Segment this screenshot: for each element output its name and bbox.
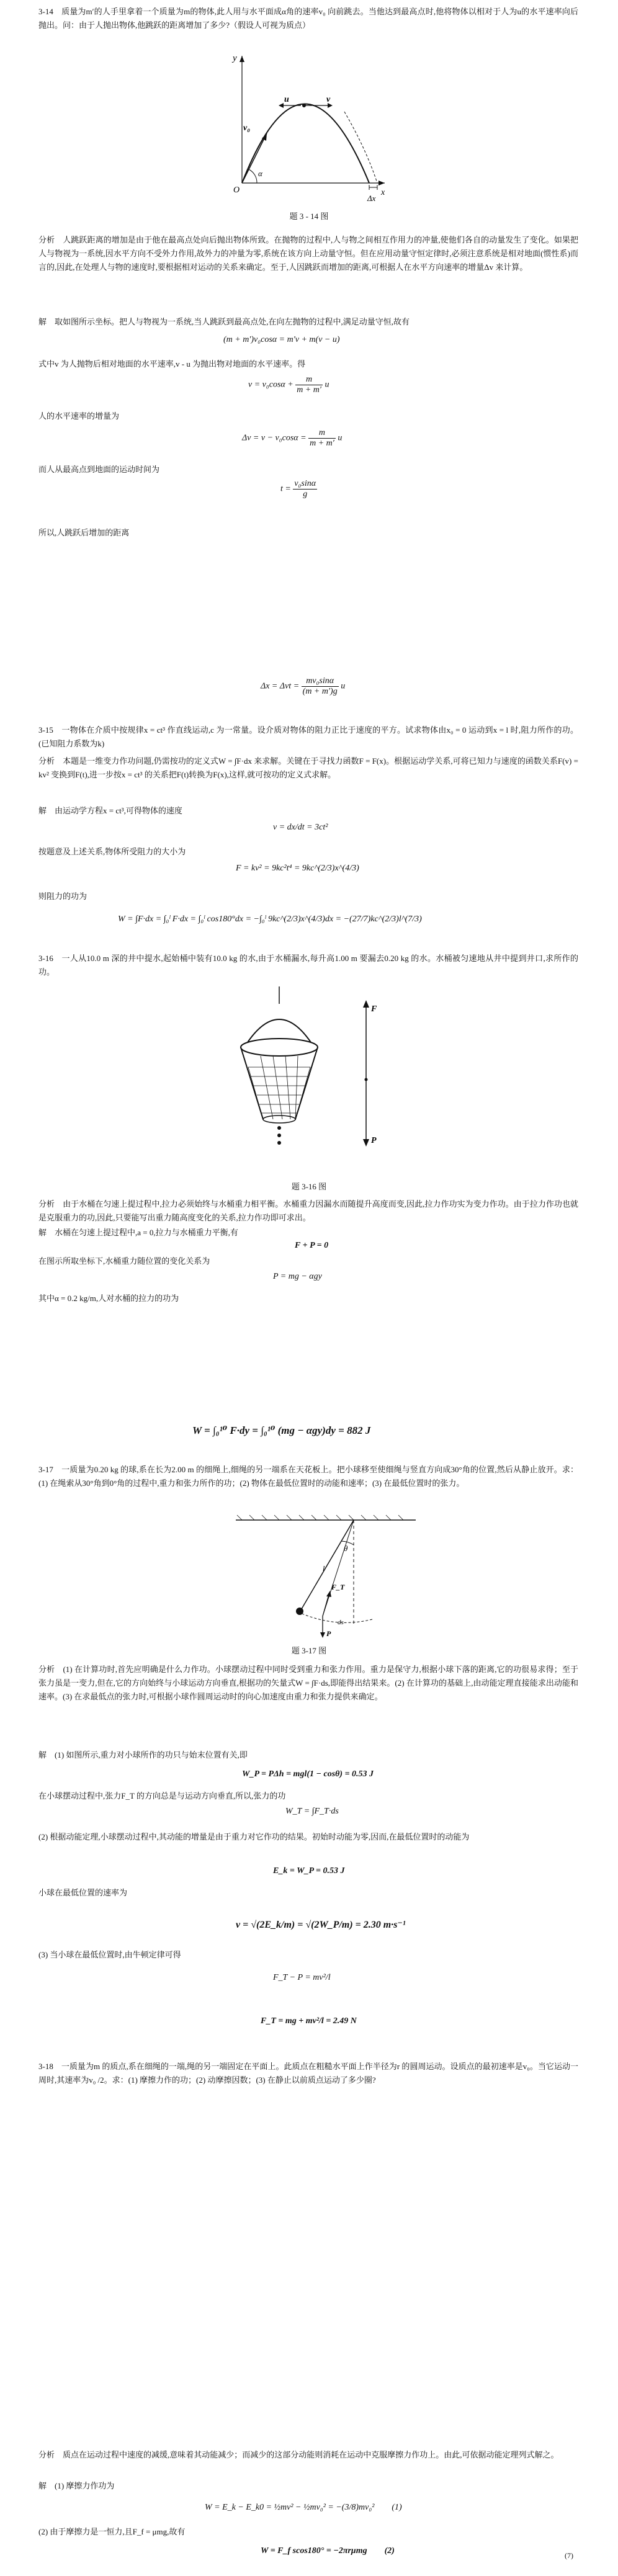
p16-eq1: F + P = 0 xyxy=(295,1241,329,1250)
p16-eq3: W = ∫₀¹⁰ F·dy = ∫₀¹⁰ (mg − αgy)dy = 882 J xyxy=(192,1424,371,1436)
page-number: (7) xyxy=(565,2551,573,2560)
p16-intro: 3-16 一人从10.0 m 深的井中提水,起始桶中装有10.0 kg 的水,由于水桶漏水,每升高1.00 m 要漏去0.20 kg 的水。水桶被匀速地从井中提到井口,求所作的功。 xyxy=(38,954,578,977)
p16-text-2: 在图示所取坐标下,水桶重力随位置的变化关系为 xyxy=(38,1256,210,1266)
label-O: O xyxy=(233,186,240,195)
p16-figure xyxy=(205,986,403,1160)
p16-text-3: 其中α = 0.2 kg/m,人对水桶的拉力的功为 xyxy=(38,1294,179,1303)
p18-intro: 3-18 一质量为m 的质点,系在细绳的一端,绳的另一端固定在平面上。此质点在粗糙水平面上作半径为r 的圆周运动。设质点的最初速率是v₀。当它运动一周时,其速率为v₀ /2。求：(1) 摩擦力作的功；(2) 动摩擦因数；(3) 在静止以前质点运动了多少圈? xyxy=(38,2062,578,2085)
p18-solution-1: 解 (1) 摩擦力作功为 xyxy=(38,2481,115,2490)
label-l: l xyxy=(323,1564,325,1573)
label-F: F xyxy=(371,1004,377,1014)
p14-eq3: Δv = v − v₀cosα = $\frac{m}{m + m'}$ u xyxy=(242,428,343,448)
p14-eq5: Δx = Δvt = $\frac{\text{mv₀sinα}}{(m + m')g}$ u xyxy=(261,676,346,696)
p16-caption: 题 3-16 图 xyxy=(291,1182,327,1191)
p15-analysis: 分析 本题是一维变力作功问题,仍需按功的定义式W = ∫F·dx 来求解。关键在于寻找力函数F = F(x)。根据运动学关系,可将已知力与速度的函数关系F(v) = kv² 变换到F(t),进一步按x = ct³ 的关系把F(t)转换为F(x),这样,就可按功的定义式求解。 xyxy=(38,756,578,779)
p17-text-5: (3) 当小球在最低位置时,由牛顿定律可得 xyxy=(38,1950,181,1959)
p15-eq3: W = ∫F·dx = ∫₀ˡ F·dx = ∫₀ˡ cos180°dx = −∫₀ˡ 9kc^(2/3)x^(4/3)dx = −(27/7)kc^(2/3)l^(7/3) xyxy=(118,915,422,924)
p14-solution-1: 解 取如图所示坐标。把人与物视为一系统,当人跳跃到最高点处,在向左抛物的过程中,满足动量守恒,故有 xyxy=(38,317,410,326)
label-alpha: α xyxy=(258,169,262,178)
p17-text-2: 在小球摆动过程中,张力F_T 的方向总是与运动方向垂直,所以,张力的功 xyxy=(38,1791,286,1800)
p17-eq6: F_T = mg + mv²/l = 2.49 N xyxy=(261,2016,357,2026)
bucket-body xyxy=(241,1047,318,1119)
p14-text-2: 式中v 为人抛物后相对地面的水平速率,v - u 为抛出物对地面的水平速率。得 xyxy=(38,359,306,369)
p17-eq2: W_T = ∫F_T·ds xyxy=(285,1807,339,1816)
p17-eq4: v = √(2E_k/m) = √(2W_P/m) = 2.30 m·s⁻¹ xyxy=(236,1920,406,1930)
p14-eq1: (m + m′)v₀cosα = m′v + m(v − u) xyxy=(223,335,340,344)
label-v: v xyxy=(326,95,331,104)
p18-eq2: W = F_f scos180° = −2πrμmg (2) xyxy=(261,2546,395,2556)
label-P17: P xyxy=(326,1629,331,1638)
label-P: P xyxy=(371,1136,377,1145)
label-x: x xyxy=(381,188,385,197)
p15-eq1: v = dx/dt = 3ct² xyxy=(273,823,328,832)
p14-text-3: 人的水平速率的增量为 xyxy=(38,411,120,421)
p17-eq5: F_T − P = mv²/l xyxy=(273,1973,331,1982)
p14-figure xyxy=(205,43,403,205)
label-v0: v₀ xyxy=(243,123,251,133)
p16-analysis: 分析 由于水桶在匀速上提过程中,拉力必须始终与水桶重力相平衡。水桶重力因漏水而随提升高度而变,因此,拉力作功实为变力作功。由于拉力作功也就是克服重力的功,因此,只要能写出重力随高度变化的关系,拉力作功即可求出。 xyxy=(38,1199,578,1222)
label-ds: ds xyxy=(338,1619,344,1626)
label-y: y xyxy=(233,53,237,63)
p17-text-3: (2) 根据动能定理,小球摆动过程中,其动能的增量是由于重力对它作功的结果。初始时动能为零,因而,在最低位置时的动能为 xyxy=(38,1832,470,1841)
p16-solution-1: 解 水桶在匀速上提过程中,a = 0,拉力与水桶重力平衡,有 xyxy=(38,1228,238,1237)
p17-caption: 题 3-17 图 xyxy=(291,1646,327,1655)
label-u: u xyxy=(284,95,289,104)
p17-eq1: W_P = PΔh = mgl(1 − cosθ) = 0.53 J xyxy=(242,1769,374,1779)
string xyxy=(301,1520,354,1610)
bucket-rim xyxy=(241,1039,318,1056)
label-FT: F_T xyxy=(331,1583,345,1591)
p16-eq2: P = mg − αgy xyxy=(273,1272,322,1281)
p14-caption: 题 3 - 14 图 xyxy=(289,212,329,221)
p15-text-3: 则阻力的功为 xyxy=(38,892,87,901)
v0-vector xyxy=(242,133,267,183)
p14-intro: 3-14 质量为m′的人手里拿着一个质量为m的物体,此人用与水平面成α角的速率v₀ 向前跳去。当他达到最高点时,他将物体以相对于人为u的水平速率向后抛出。问：由于人抛出物体,他跳跃的距离增加了多少?（假设人可视为质点） xyxy=(38,7,578,30)
p17-eq3: E_k = W_P = 0.53 J xyxy=(273,1866,345,1876)
p14-text-5: 所以,人跳跃后增加的距离 xyxy=(38,528,130,537)
label-theta: θ xyxy=(344,1544,348,1553)
p15-eq2: F = kv² = 9kc²t⁴ = 9kc^(2/3)x^(4/3) xyxy=(236,864,359,873)
p17-figure xyxy=(211,1514,447,1638)
p17-analysis: 分析 (1) 在计算功时,首先应明确是什么力作功。小球摆动过程中同时受到重力和张力作用。重力是保守力,根据小球下落的距离,它的功很易求得；至于张力虽是一变力,但在,它的方向始终与小球运动方向垂直,根据功的矢量式W = ∫F·ds,即能得出结果来。(2) 在计算功的基础上,由动能定理直接能求出动能和速率。(3) 在求最低点的张力时,可根据小球作圆周运动时的向心加速度由重力和张力提供来确定。 xyxy=(38,1665,578,1701)
p18-text-2: (2) 由于摩擦力是一恒力,且F_f = μmg,故有 xyxy=(38,2527,186,2536)
p17-text-4: 小球在最低位置的速率为 xyxy=(38,1888,128,1897)
p17-intro: 3-17 一质量为0.20 kg 的球,系在长为2.00 m 的细绳上,细绳的另一端系在天花板上。把小球移至使细绳与竖直方向成30°角的位置,然后从静止放开。求：(1) 在绳索从30°角到0°角的过程中,重力和张力所作的功；(2) 物体在最低位置时的动能和速率；(3) 在最低位置时的张力。 xyxy=(38,1465,578,1488)
p15-solution-1: 解 由运动学方程x = ct³,可得物体的速度 xyxy=(38,806,182,815)
string-intermediate xyxy=(323,1520,354,1616)
p15-text-2: 按题意及上述关系,物体所受阻力的大小为 xyxy=(38,847,186,856)
p14-text-4: 而人从最高点到地面的运动时间为 xyxy=(38,465,160,474)
p14-analysis: 分析 人跳跃距离的增加是由于他在最高点处向后抛出物体所致。在抛物的过程中,人与物之间相互作用力的冲量,使他们各自的动量发生了变化。如果把人与物视为一系统,因水平方向不受外力作用,故外力的冲量为零,系统在该方向上动量守恒。但在应用动量守恒定律时,必须注意系统是相对地面(惯性系)而言的,因此,在处理人与物的速度时,要根据相对运动的关系来确定。至于,人因跳跃而增加的距离,可根据人在水平方向速率的增量Δv 来计算。 xyxy=(38,235,578,272)
label-dx: Δx xyxy=(367,194,376,203)
p14-eq4: t = $\frac{\text{v₀sinα}}{g}$ xyxy=(280,479,316,499)
ball xyxy=(296,1608,303,1615)
p18-analysis: 分析 质点在运动过程中速度的减缓,意味着其动能减少；而减少的这部分动能则消耗在运动中克服摩擦力作功上。由此,可依据动能定理列式解之。 xyxy=(38,2450,559,2459)
p14-eq2: v = v₀cosα + $\frac{m}{m + m'}$ u xyxy=(248,375,329,395)
p15-intro: 3-15 一物体在介质中按规律x = ct³ 作直线运动,c 为一常量。设介质对物体的阻力正比于速度的平方。试求物体由x₀ = 0 运动到x = l 时,阻力所作的功。(已知阻力系数为k) xyxy=(38,725,578,748)
p17-solution-1: 解 (1) 如图所示,重力对小球所作的功只与始末位置有关,即 xyxy=(38,1750,248,1760)
p18-eq1: W = E_k − E_k0 = ½mv² − ½mv₀² = −(3/8)mv₀² (1) xyxy=(205,2503,402,2512)
